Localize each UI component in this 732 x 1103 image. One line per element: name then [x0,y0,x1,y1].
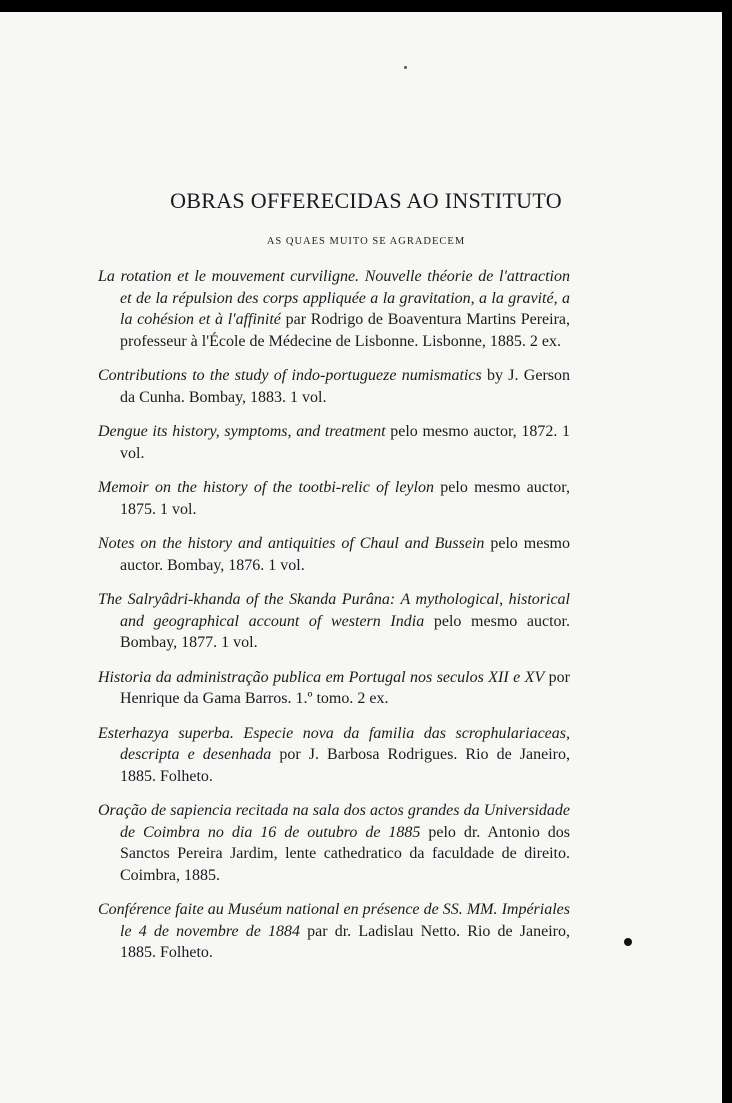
list-item: Memoir on the history of the tootbi-relic of leylon pelo mesmo auctor, 1875. 1 vol. [98,479,570,518]
list-item: Conférence faite au Muséum national en présence de SS. MM. Impériales le 4 de novembre de 1884 par dr. Ladislau Netto. Rio de Janeiro, 1885. Folheto. [98,901,570,961]
page-title: OBRAS OFFERECIDAS AO INSTITUTO [170,188,562,213]
page-subtitle: AS QUAES MUITO SE AGRADECEM [266,236,466,247]
list-item: Dengue its history, symptoms, and treatment pelo mesmo auctor, 1872. 1 vol. [98,423,570,462]
list-item: La rotation et le mouvement curviligne. Nouvelle théorie de l'attraction et de la répulsion des corps appliquée a la gravitation, a la gravité, a la cohésion et à l'affinité par Rodrigo de Boaventura Martins Pereira, professeur à l'École de Médecine de Lisbonne. Lisbonne, 1885. 2 ex. [98,268,571,350]
list-item: Contributions to the study of indo-portugueze numismatics by J. Gerson da Cunha. Bombay, 1883. 1 vol. [98,367,570,406]
list-item: Historia da administração publica em Portugal nos seculos XII e XV por Henrique da Gama Barros. 1.º tomo. 2 ex. [98,668,571,707]
list-item: Oração de sapiencia recitada na sala dos actos grandes da Universidade de Coimbra no dia 16 de outubro de 1885 pelo dr. Antonio dos Sanctos Pereira Jardim, lente cathedratico da faculdade de direito. Coimbra, 1885. [98,802,570,884]
entry-list [98,266,570,977]
scan-border-top [0,0,732,12]
ink-spot [624,938,632,946]
list-item: Notes on the history and antiquities of Chaul and Bussein pelo mesmo auctor. Bombay, 1876. 1 vol. [98,535,571,574]
list-item: The Salryâdri-khanda of the Skanda Purâna: A mythological, historical and geographical account of western India pelo mesmo auctor. Bombay, 1877. 1 vol. [98,591,571,651]
list-item: Esterhazya superba. Especie nova da familia das scrophulariaceas, descripta e desenhada por J. Barbosa Rodrigues. Rio de Janeiro, 1885. Folheto. [98,724,571,785]
scan-border-right [722,0,732,1103]
ink-speck [404,66,407,69]
